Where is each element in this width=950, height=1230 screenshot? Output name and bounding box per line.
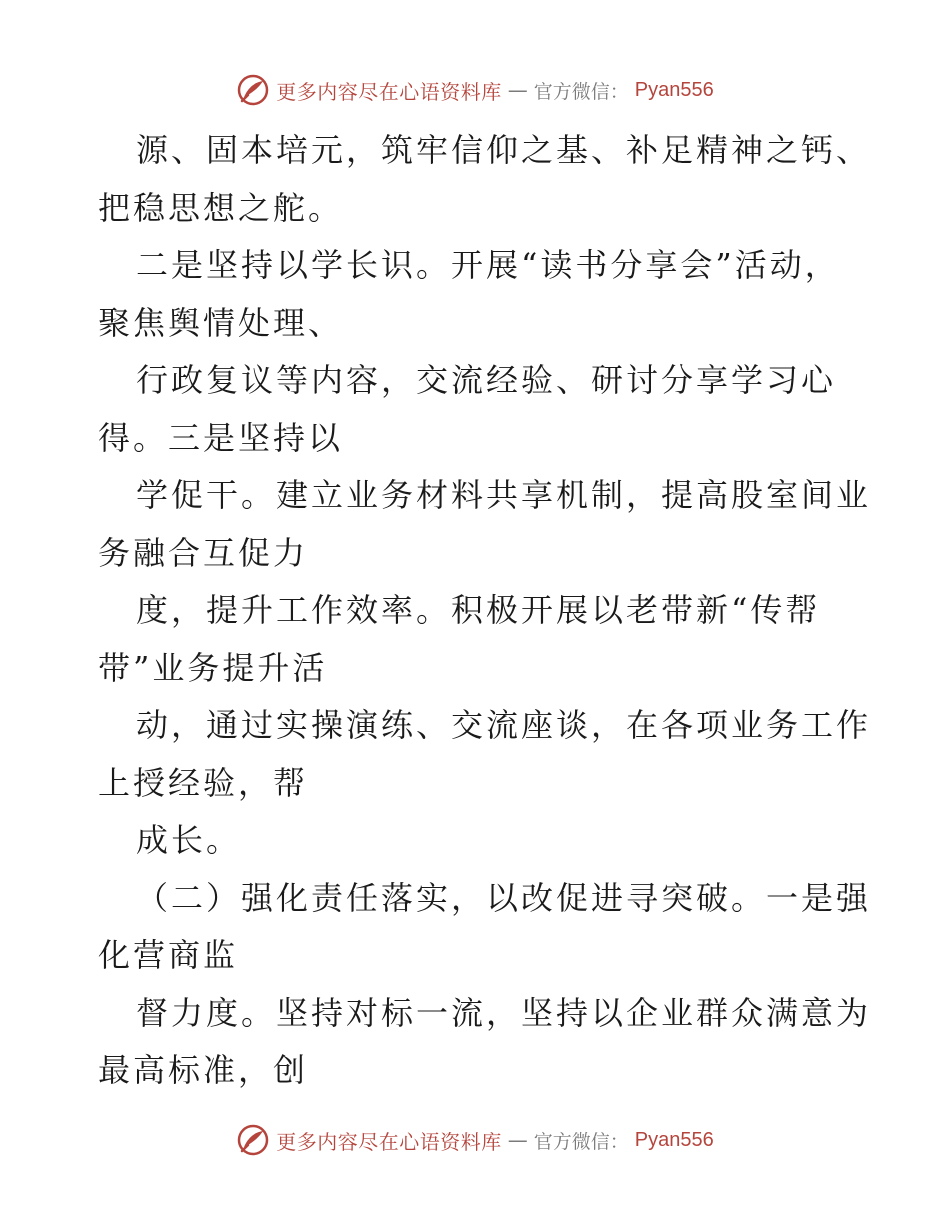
text-line: 二是坚持以学长识。开展“读书分享会”活动，: [136, 246, 840, 284]
watermark-text: 更多内容尽在心语资料库: [276, 1129, 502, 1154]
watermark-wechat-id: Pyan556: [634, 78, 714, 101]
text-line: 学促干。建立业务材料共享机制，提高股室间业: [136, 476, 872, 514]
text-line: 督力度。坚持对标一流，坚持以企业群众满意为: [136, 993, 872, 1032]
text-line: 得。三是坚持以: [98, 418, 344, 457]
header-watermark: [0, 70, 950, 110]
text-line: 带”业务提升活: [98, 648, 328, 687]
text-line: 务融合互促力: [98, 533, 309, 572]
footer-watermark: [0, 1120, 950, 1160]
text-line: 度，提升工作效率。积极开展以老带新“传帮: [136, 591, 821, 629]
text-line: 成长。: [136, 821, 242, 859]
text-line: 行政复议等内容，交流经验、研讨分享学习心: [136, 361, 837, 399]
watermark-wechat-label: 官方微信：: [533, 80, 629, 103]
pen-logo-icon: [236, 73, 270, 107]
watermark-separator: —: [507, 1128, 528, 1152]
text-line: 动，通过实操演练、交流座谈，在各项业务工作: [136, 706, 872, 744]
watermark-wechat-label: 官方微信：: [533, 1130, 629, 1153]
text-line: 化营商监: [98, 936, 239, 974]
watermark-text: 更多内容尽在心语资料库: [276, 79, 502, 104]
text-line: （二）强化责任落实，以改促进寻突破。一是强: [136, 878, 872, 917]
watermark-separator: —: [507, 78, 528, 102]
text-line: 最高标准，创: [98, 1051, 309, 1089]
watermark-wechat-id: Pyan556: [634, 1128, 714, 1151]
text-line: 上授经验，帮: [98, 763, 309, 802]
text-line: 聚焦舆情处理、: [98, 303, 344, 342]
text-line: 源、固本培元，筑牢信仰之基、补足精神之钙、: [136, 131, 872, 169]
pen-logo-icon: [236, 1123, 270, 1157]
text-line: 把稳思想之舵。: [98, 188, 344, 227]
document-body: [98, 122, 872, 1100]
